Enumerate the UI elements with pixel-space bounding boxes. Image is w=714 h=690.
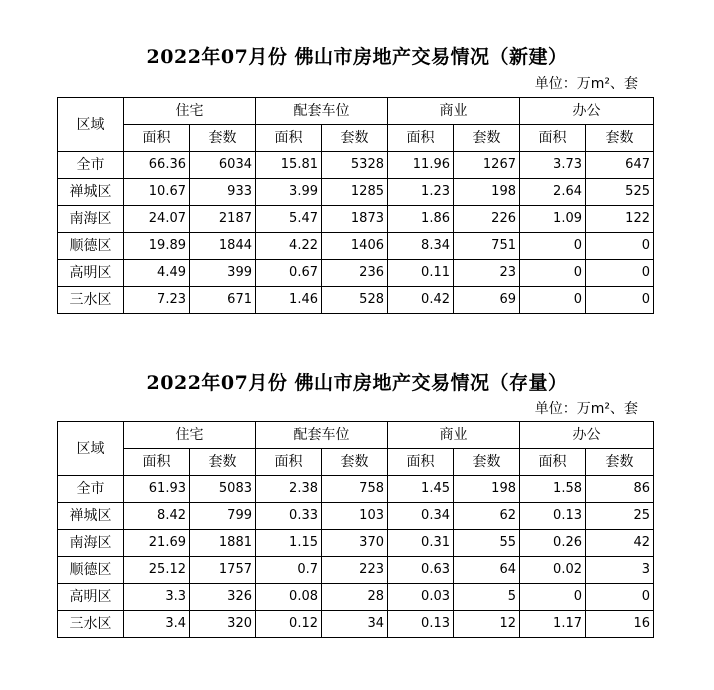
value-cell: 1406 bbox=[322, 233, 388, 260]
region-cell: 高明区 bbox=[58, 260, 124, 287]
value-cell: 62 bbox=[454, 503, 520, 530]
value-cell: 0 bbox=[586, 260, 654, 287]
group-header: 商业 bbox=[388, 422, 520, 449]
value-cell: 1.23 bbox=[388, 179, 454, 206]
sub-header: 面积 bbox=[256, 125, 322, 152]
value-cell: 1.58 bbox=[520, 476, 586, 503]
sub-header: 面积 bbox=[124, 125, 190, 152]
sub-header: 面积 bbox=[520, 449, 586, 476]
value-cell: 4.49 bbox=[124, 260, 190, 287]
value-cell: 1881 bbox=[190, 530, 256, 557]
sub-header: 面积 bbox=[520, 125, 586, 152]
value-cell: 1757 bbox=[190, 557, 256, 584]
value-cell: 7.23 bbox=[124, 287, 190, 314]
group-header: 办公 bbox=[520, 422, 654, 449]
table-row bbox=[58, 530, 654, 557]
value-cell: 0 bbox=[520, 287, 586, 314]
value-cell: 10.67 bbox=[124, 179, 190, 206]
value-cell: 933 bbox=[190, 179, 256, 206]
value-cell: 1.17 bbox=[520, 611, 586, 638]
sub-header: 面积 bbox=[388, 449, 454, 476]
value-cell: 0.67 bbox=[256, 260, 322, 287]
value-cell: 1873 bbox=[322, 206, 388, 233]
region-cell: 三水区 bbox=[58, 611, 124, 638]
value-cell: 28 bbox=[322, 584, 388, 611]
unit-label-existing: 单位：万m²、套 bbox=[534, 401, 638, 417]
region-header: 区域 bbox=[58, 422, 124, 476]
value-cell: 8.34 bbox=[388, 233, 454, 260]
value-cell: 34 bbox=[322, 611, 388, 638]
value-cell: 16 bbox=[586, 611, 654, 638]
group-header: 住宅 bbox=[124, 422, 256, 449]
region-cell: 全市 bbox=[58, 476, 124, 503]
value-cell: 671 bbox=[190, 287, 256, 314]
value-cell: 0.13 bbox=[520, 503, 586, 530]
value-cell: 8.42 bbox=[124, 503, 190, 530]
value-cell: 11.96 bbox=[388, 152, 454, 179]
sub-header: 套数 bbox=[322, 449, 388, 476]
value-cell: 3.73 bbox=[520, 152, 586, 179]
sub-header: 套数 bbox=[454, 125, 520, 152]
value-cell: 86 bbox=[586, 476, 654, 503]
sub-header-row bbox=[58, 449, 654, 476]
value-cell: 4.22 bbox=[256, 233, 322, 260]
value-cell: 1.46 bbox=[256, 287, 322, 314]
value-cell: 0.08 bbox=[256, 584, 322, 611]
table-title-new: 2022年07月份 佛山市房地产交易情况（新建） bbox=[146, 46, 568, 68]
table-row bbox=[58, 503, 654, 530]
value-cell: 0 bbox=[586, 584, 654, 611]
value-cell: 42 bbox=[586, 530, 654, 557]
sub-header: 套数 bbox=[322, 125, 388, 152]
region-cell: 南海区 bbox=[58, 206, 124, 233]
table-body-existing bbox=[58, 476, 654, 638]
region-cell: 高明区 bbox=[58, 584, 124, 611]
value-cell: 19.89 bbox=[124, 233, 190, 260]
value-cell: 103 bbox=[322, 503, 388, 530]
value-cell: 1.09 bbox=[520, 206, 586, 233]
value-cell: 0.12 bbox=[256, 611, 322, 638]
value-cell: 3.99 bbox=[256, 179, 322, 206]
value-cell: 799 bbox=[190, 503, 256, 530]
value-cell: 1.45 bbox=[388, 476, 454, 503]
value-cell: 0.31 bbox=[388, 530, 454, 557]
value-cell: 25.12 bbox=[124, 557, 190, 584]
table-row bbox=[58, 557, 654, 584]
sub-header: 套数 bbox=[190, 125, 256, 152]
value-cell: 0.26 bbox=[520, 530, 586, 557]
table-row bbox=[58, 476, 654, 503]
region-cell: 全市 bbox=[58, 152, 124, 179]
region-cell: 顺德区 bbox=[58, 233, 124, 260]
value-cell: 2.64 bbox=[520, 179, 586, 206]
value-cell: 5328 bbox=[322, 152, 388, 179]
value-cell: 0 bbox=[520, 233, 586, 260]
region-header: 区域 bbox=[58, 98, 124, 152]
value-cell: 122 bbox=[586, 206, 654, 233]
group-header: 办公 bbox=[520, 98, 654, 125]
region-cell: 禅城区 bbox=[58, 503, 124, 530]
region-cell: 南海区 bbox=[58, 530, 124, 557]
group-header: 商业 bbox=[388, 98, 520, 125]
value-cell: 61.93 bbox=[124, 476, 190, 503]
table-row bbox=[58, 611, 654, 638]
value-cell: 223 bbox=[322, 557, 388, 584]
value-cell: 2187 bbox=[190, 206, 256, 233]
value-cell: 1267 bbox=[454, 152, 520, 179]
value-cell: 5.47 bbox=[256, 206, 322, 233]
value-cell: 2.38 bbox=[256, 476, 322, 503]
value-cell: 758 bbox=[322, 476, 388, 503]
value-cell: 198 bbox=[454, 476, 520, 503]
value-cell: 12 bbox=[454, 611, 520, 638]
value-cell: 0.13 bbox=[388, 611, 454, 638]
region-cell: 三水区 bbox=[58, 287, 124, 314]
value-cell: 0.11 bbox=[388, 260, 454, 287]
value-cell: 528 bbox=[322, 287, 388, 314]
sub-header-row bbox=[58, 125, 654, 152]
value-cell: 525 bbox=[586, 179, 654, 206]
region-cell: 禅城区 bbox=[58, 179, 124, 206]
unit-label-new: 单位：万m²、套 bbox=[534, 76, 638, 92]
value-cell: 0 bbox=[586, 287, 654, 314]
table-title-existing: 2022年07月份 佛山市房地产交易情况（存量） bbox=[146, 372, 568, 394]
value-cell: 55 bbox=[454, 530, 520, 557]
table-row bbox=[58, 584, 654, 611]
group-header: 住宅 bbox=[124, 98, 256, 125]
value-cell: 1.15 bbox=[256, 530, 322, 557]
table-row bbox=[58, 152, 654, 179]
value-cell: 21.69 bbox=[124, 530, 190, 557]
value-cell: 6034 bbox=[190, 152, 256, 179]
table-row bbox=[58, 179, 654, 206]
group-header-row bbox=[58, 422, 654, 449]
value-cell: 24.07 bbox=[124, 206, 190, 233]
value-cell: 0.02 bbox=[520, 557, 586, 584]
table-body-new bbox=[58, 152, 654, 314]
value-cell: 751 bbox=[454, 233, 520, 260]
sub-header: 面积 bbox=[388, 125, 454, 152]
value-cell: 64 bbox=[454, 557, 520, 584]
value-cell: 0.63 bbox=[388, 557, 454, 584]
value-cell: 3.3 bbox=[124, 584, 190, 611]
value-cell: 66.36 bbox=[124, 152, 190, 179]
value-cell: 0.33 bbox=[256, 503, 322, 530]
value-cell: 226 bbox=[454, 206, 520, 233]
value-cell: 0 bbox=[520, 584, 586, 611]
value-cell: 0 bbox=[520, 260, 586, 287]
value-cell: 320 bbox=[190, 611, 256, 638]
value-cell: 69 bbox=[454, 287, 520, 314]
value-cell: 1844 bbox=[190, 233, 256, 260]
table-row bbox=[58, 206, 654, 233]
group-header-row bbox=[58, 98, 654, 125]
table-row bbox=[58, 260, 654, 287]
region-cell: 顺德区 bbox=[58, 557, 124, 584]
value-cell: 236 bbox=[322, 260, 388, 287]
value-cell: 3.4 bbox=[124, 611, 190, 638]
sub-header: 套数 bbox=[190, 449, 256, 476]
sub-header: 套数 bbox=[454, 449, 520, 476]
value-cell: 326 bbox=[190, 584, 256, 611]
group-header: 配套车位 bbox=[256, 98, 388, 125]
value-cell: 3 bbox=[586, 557, 654, 584]
table-row bbox=[58, 287, 654, 314]
data-table-existing bbox=[57, 421, 654, 638]
value-cell: 370 bbox=[322, 530, 388, 557]
value-cell: 0 bbox=[586, 233, 654, 260]
value-cell: 0.7 bbox=[256, 557, 322, 584]
value-cell: 1.86 bbox=[388, 206, 454, 233]
value-cell: 198 bbox=[454, 179, 520, 206]
value-cell: 647 bbox=[586, 152, 654, 179]
value-cell: 23 bbox=[454, 260, 520, 287]
sub-header: 套数 bbox=[586, 125, 654, 152]
value-cell: 0.03 bbox=[388, 584, 454, 611]
table-row bbox=[58, 233, 654, 260]
value-cell: 5083 bbox=[190, 476, 256, 503]
group-header: 配套车位 bbox=[256, 422, 388, 449]
value-cell: 15.81 bbox=[256, 152, 322, 179]
sub-header: 面积 bbox=[256, 449, 322, 476]
value-cell: 5 bbox=[454, 584, 520, 611]
value-cell: 0.42 bbox=[388, 287, 454, 314]
value-cell: 0.34 bbox=[388, 503, 454, 530]
value-cell: 399 bbox=[190, 260, 256, 287]
sub-header: 套数 bbox=[586, 449, 654, 476]
sub-header: 面积 bbox=[124, 449, 190, 476]
value-cell: 25 bbox=[586, 503, 654, 530]
data-table-new bbox=[57, 97, 654, 314]
value-cell: 1285 bbox=[322, 179, 388, 206]
